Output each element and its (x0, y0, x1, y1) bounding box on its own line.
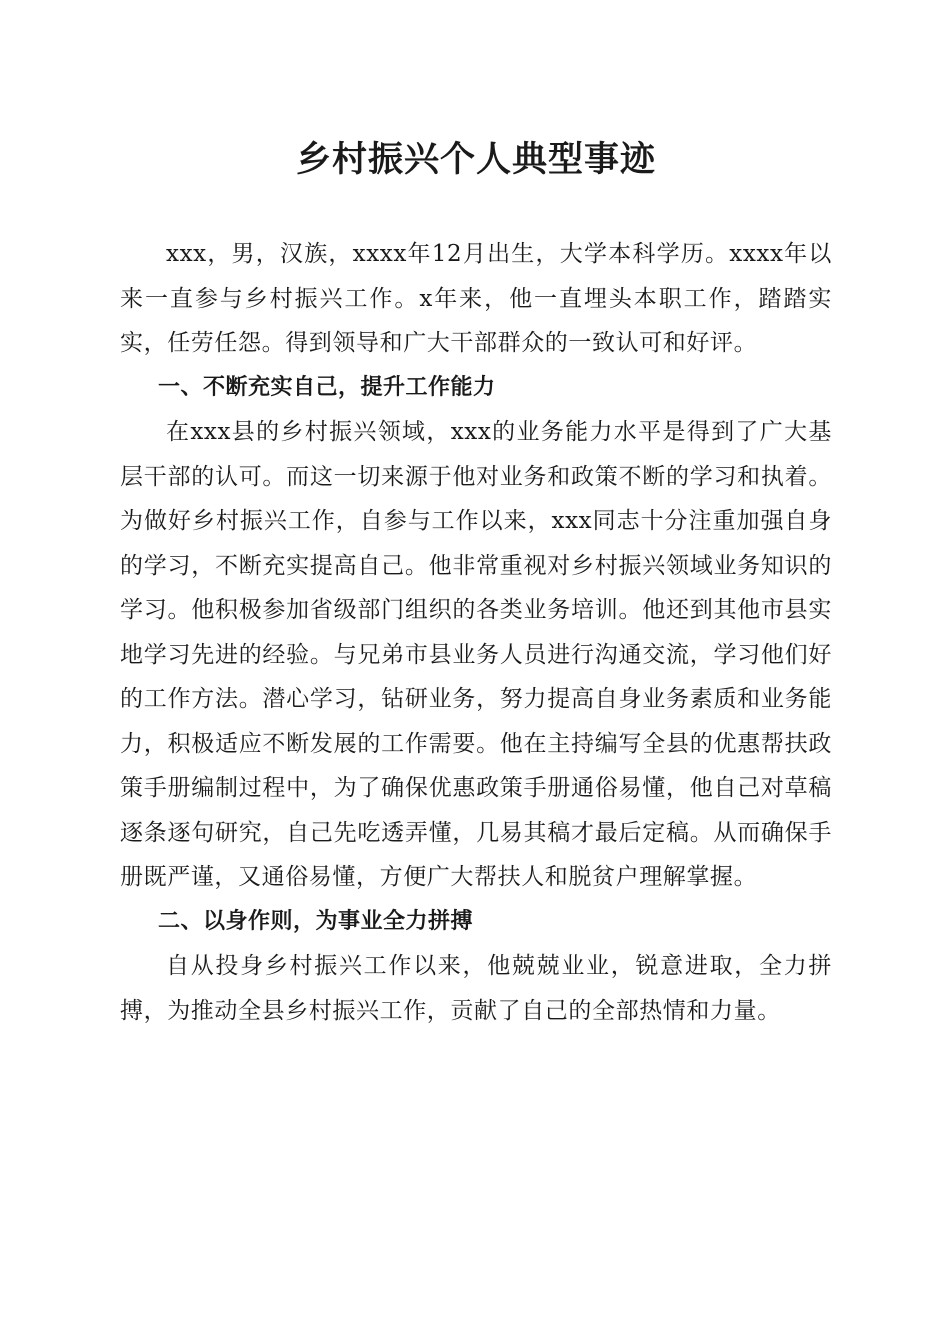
section-heading-2: 二、以身作则，为事业全力拼搏 (158, 908, 474, 934)
section-heading-1: 一、不断充实自己，提升工作能力 (158, 374, 496, 400)
section-paragraph-1: 在xxx县的乡村振兴领域，xxx的业务能力水平是得到了广大基层干部的认可。而这一切来源于他对业务和政策不断的学习和执着。为做好乡村振兴工作，自参与工作以来，xxx同志十分注重加强自身的学习，不断充实提高自己。他非常重视对乡村振兴领域业务知识的学习。他积极参加省级部门组织的各类业务培训。他还到其他市县实地学习先进的经验。与兄弟市县业务人员进行沟通交流，学习他们好的工作方法。潜心学习，钻研业务，努力提高自身业务素质和业务能力，积极适应不断发展的工作需要。他在主持编写全县的优惠帮扶政策手册编制过程中，为了确保优惠政策手册通俗易懂，他自己对草稿逐条逐句研究，自己先吃透弄懂，几易其稿才最后定稿。从而确保手册既严谨，又通俗易懂，方便广大帮扶人和脱贫户理解掌握。 (120, 419, 832, 890)
intro-paragraph: xxx，男，汉族，xxxx年12月出生，大学本科学历。xxxx年以来一直参与乡村振兴工作。x年来，他一直埋头本职工作，踏踏实实，任劳任怨。得到领导和广大干部群众的一致认可和好评。 (120, 241, 832, 356)
document-body (120, 232, 832, 1033)
section-paragraph-2: 自从投身乡村振兴工作以来，他兢兢业业，锐意进取，全力拼搏，为推动全县乡村振兴工作，贡献了自己的全部热情和力量。 (120, 953, 832, 1024)
document-title: 乡村振兴个人典型事迹 (295, 140, 656, 180)
